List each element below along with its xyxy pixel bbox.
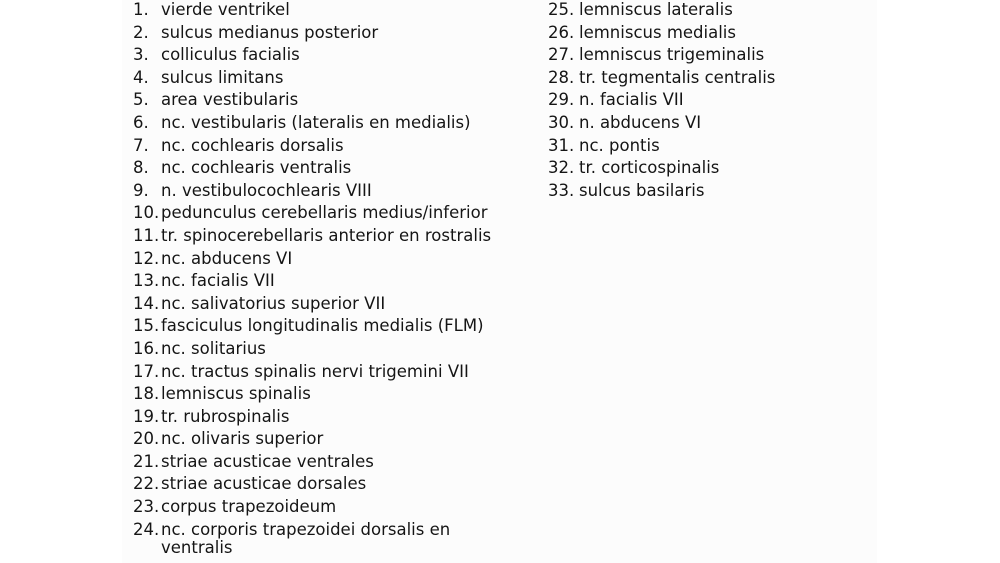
legend-item-label: nc. abducens VI (161, 248, 293, 268)
legend-item-label: tr. spinocerebellaris anterior en rostralis (161, 225, 492, 245)
legend-item-number: 13. (133, 271, 160, 291)
legend-item-number: 33. (548, 180, 575, 200)
legend-item (133, 498, 513, 516)
legend-item-number: 28. (548, 67, 575, 87)
legend-item-number: 4. (133, 67, 149, 87)
legend-item-number: 10. (133, 203, 160, 223)
legend-item (133, 521, 513, 557)
legend-item-label: fasciculus longitudinalis medialis (FLM) (161, 316, 484, 336)
legend-item-number: 12. (133, 248, 160, 268)
legend-item-label: striae acusticae dorsales (161, 474, 367, 494)
legend-item-label: tr. tegmentalis centralis (579, 67, 776, 87)
legend-item-label: nc. pontis (579, 135, 660, 155)
legend-item-label: nc. olivaris superior (161, 429, 324, 449)
legend-item-label: colliculus facialis (161, 45, 300, 65)
legend-item-label: sulcus limitans (161, 67, 284, 87)
legend-item-number: 26. (548, 22, 575, 42)
legend-item (548, 91, 868, 109)
legend-item-label: lemniscus trigeminalis (579, 45, 765, 65)
legend-item (133, 204, 513, 222)
legend-item (133, 46, 513, 64)
legend-item-label: lemniscus medialis (579, 22, 736, 42)
legend-item-number: 1. (133, 0, 149, 19)
legend-item (133, 317, 513, 335)
legend-item-label: sulcus basilaris (579, 180, 705, 200)
legend-item (548, 114, 868, 132)
legend-item (133, 1, 513, 19)
legend-item (133, 69, 513, 87)
legend-right-column (548, 1, 868, 204)
legend-item (133, 453, 513, 471)
legend-item-label: n. facialis VII (579, 90, 684, 110)
legend-item (548, 159, 868, 177)
legend-item-label: pedunculus cerebellaris medius/inferior (161, 203, 488, 223)
legend-item-number: 16. (133, 338, 160, 358)
legend-item-number: 7. (133, 135, 149, 155)
legend-item-label: nc. cochlearis ventralis (161, 158, 352, 178)
legend-item-number: 19. (133, 406, 160, 426)
legend-item-label: nc. facialis VII (161, 271, 275, 291)
legend-item (133, 182, 513, 200)
legend-item (133, 272, 513, 290)
legend-item-number: 11. (133, 225, 160, 245)
legend-item-label: tr. rubrospinalis (161, 406, 290, 426)
legend-item-label: tr. corticospinalis (579, 158, 720, 178)
legend-item (548, 24, 868, 42)
legend-item-number: 9. (133, 180, 149, 200)
legend-item (133, 340, 513, 358)
legend-item-number: 27. (548, 45, 575, 65)
legend-left-column (133, 1, 513, 561)
legend-item-number: 15. (133, 316, 160, 336)
legend-item-label: vierde ventrikel (161, 0, 290, 19)
legend-item-label: n. vestibulocochlearis VIII (161, 180, 372, 200)
legend-item-label: lemniscus spinalis (161, 384, 311, 404)
legend-item-number: 3. (133, 45, 149, 65)
legend-item-number: 20. (133, 429, 160, 449)
legend-item (133, 363, 513, 381)
legend-item (133, 227, 513, 245)
legend-item-label: nc. cochlearis dorsalis (161, 135, 344, 155)
legend-item-number: 32. (548, 158, 575, 178)
legend-item (548, 1, 868, 19)
legend-item (133, 159, 513, 177)
legend-item-label: sulcus medianus posterior (161, 22, 379, 42)
legend-item-label: corpus trapezoideum (161, 497, 337, 517)
legend-item-number: 21. (133, 451, 160, 471)
legend-item-number: 14. (133, 293, 160, 313)
legend-item-number: 31. (548, 135, 575, 155)
legend-item-label: nc. solitarius (161, 338, 266, 358)
legend-item (133, 91, 513, 109)
legend-item (133, 430, 513, 448)
legend-item-label: n. abducens VI (579, 112, 702, 132)
legend-item-number: 22. (133, 474, 160, 494)
legend-item-number: 29. (548, 90, 575, 110)
legend-item (133, 475, 513, 493)
legend-item-label: lemniscus lateralis (579, 0, 733, 19)
legend-item-label: nc. corporis trapezoidei dorsalis en ventralis (161, 519, 451, 557)
legend-item-label: nc. tractus spinalis nervi trigemini VII (161, 361, 469, 381)
legend-item (133, 137, 513, 155)
legend-item (548, 137, 868, 155)
legend-item (133, 250, 513, 268)
legend-item (548, 46, 868, 64)
legend-item (133, 295, 513, 313)
legend-item-number: 24. (133, 519, 160, 539)
legend-item (133, 385, 513, 403)
legend-item (548, 182, 868, 200)
legend-item-number: 18. (133, 384, 160, 404)
legend-item-label: striae acusticae ventrales (161, 451, 374, 471)
legend-item-number: 23. (133, 497, 160, 517)
legend-item-number: 2. (133, 22, 149, 42)
legend-item-label: nc. salivatorius superior VII (161, 293, 386, 313)
legend-item (548, 69, 868, 87)
legend-item-label: nc. vestibularis (lateralis en medialis) (161, 112, 471, 132)
legend-item-number: 25. (548, 0, 575, 19)
legend-item-number: 8. (133, 158, 149, 178)
legend-item-number: 6. (133, 112, 149, 132)
legend-item (133, 114, 513, 132)
legend-item (133, 24, 513, 42)
legend-item-number: 30. (548, 112, 575, 132)
legend-item-number: 17. (133, 361, 160, 381)
legend-item-label: area vestibularis (161, 90, 299, 110)
legend-item-number: 5. (133, 90, 149, 110)
legend-item (133, 408, 513, 426)
